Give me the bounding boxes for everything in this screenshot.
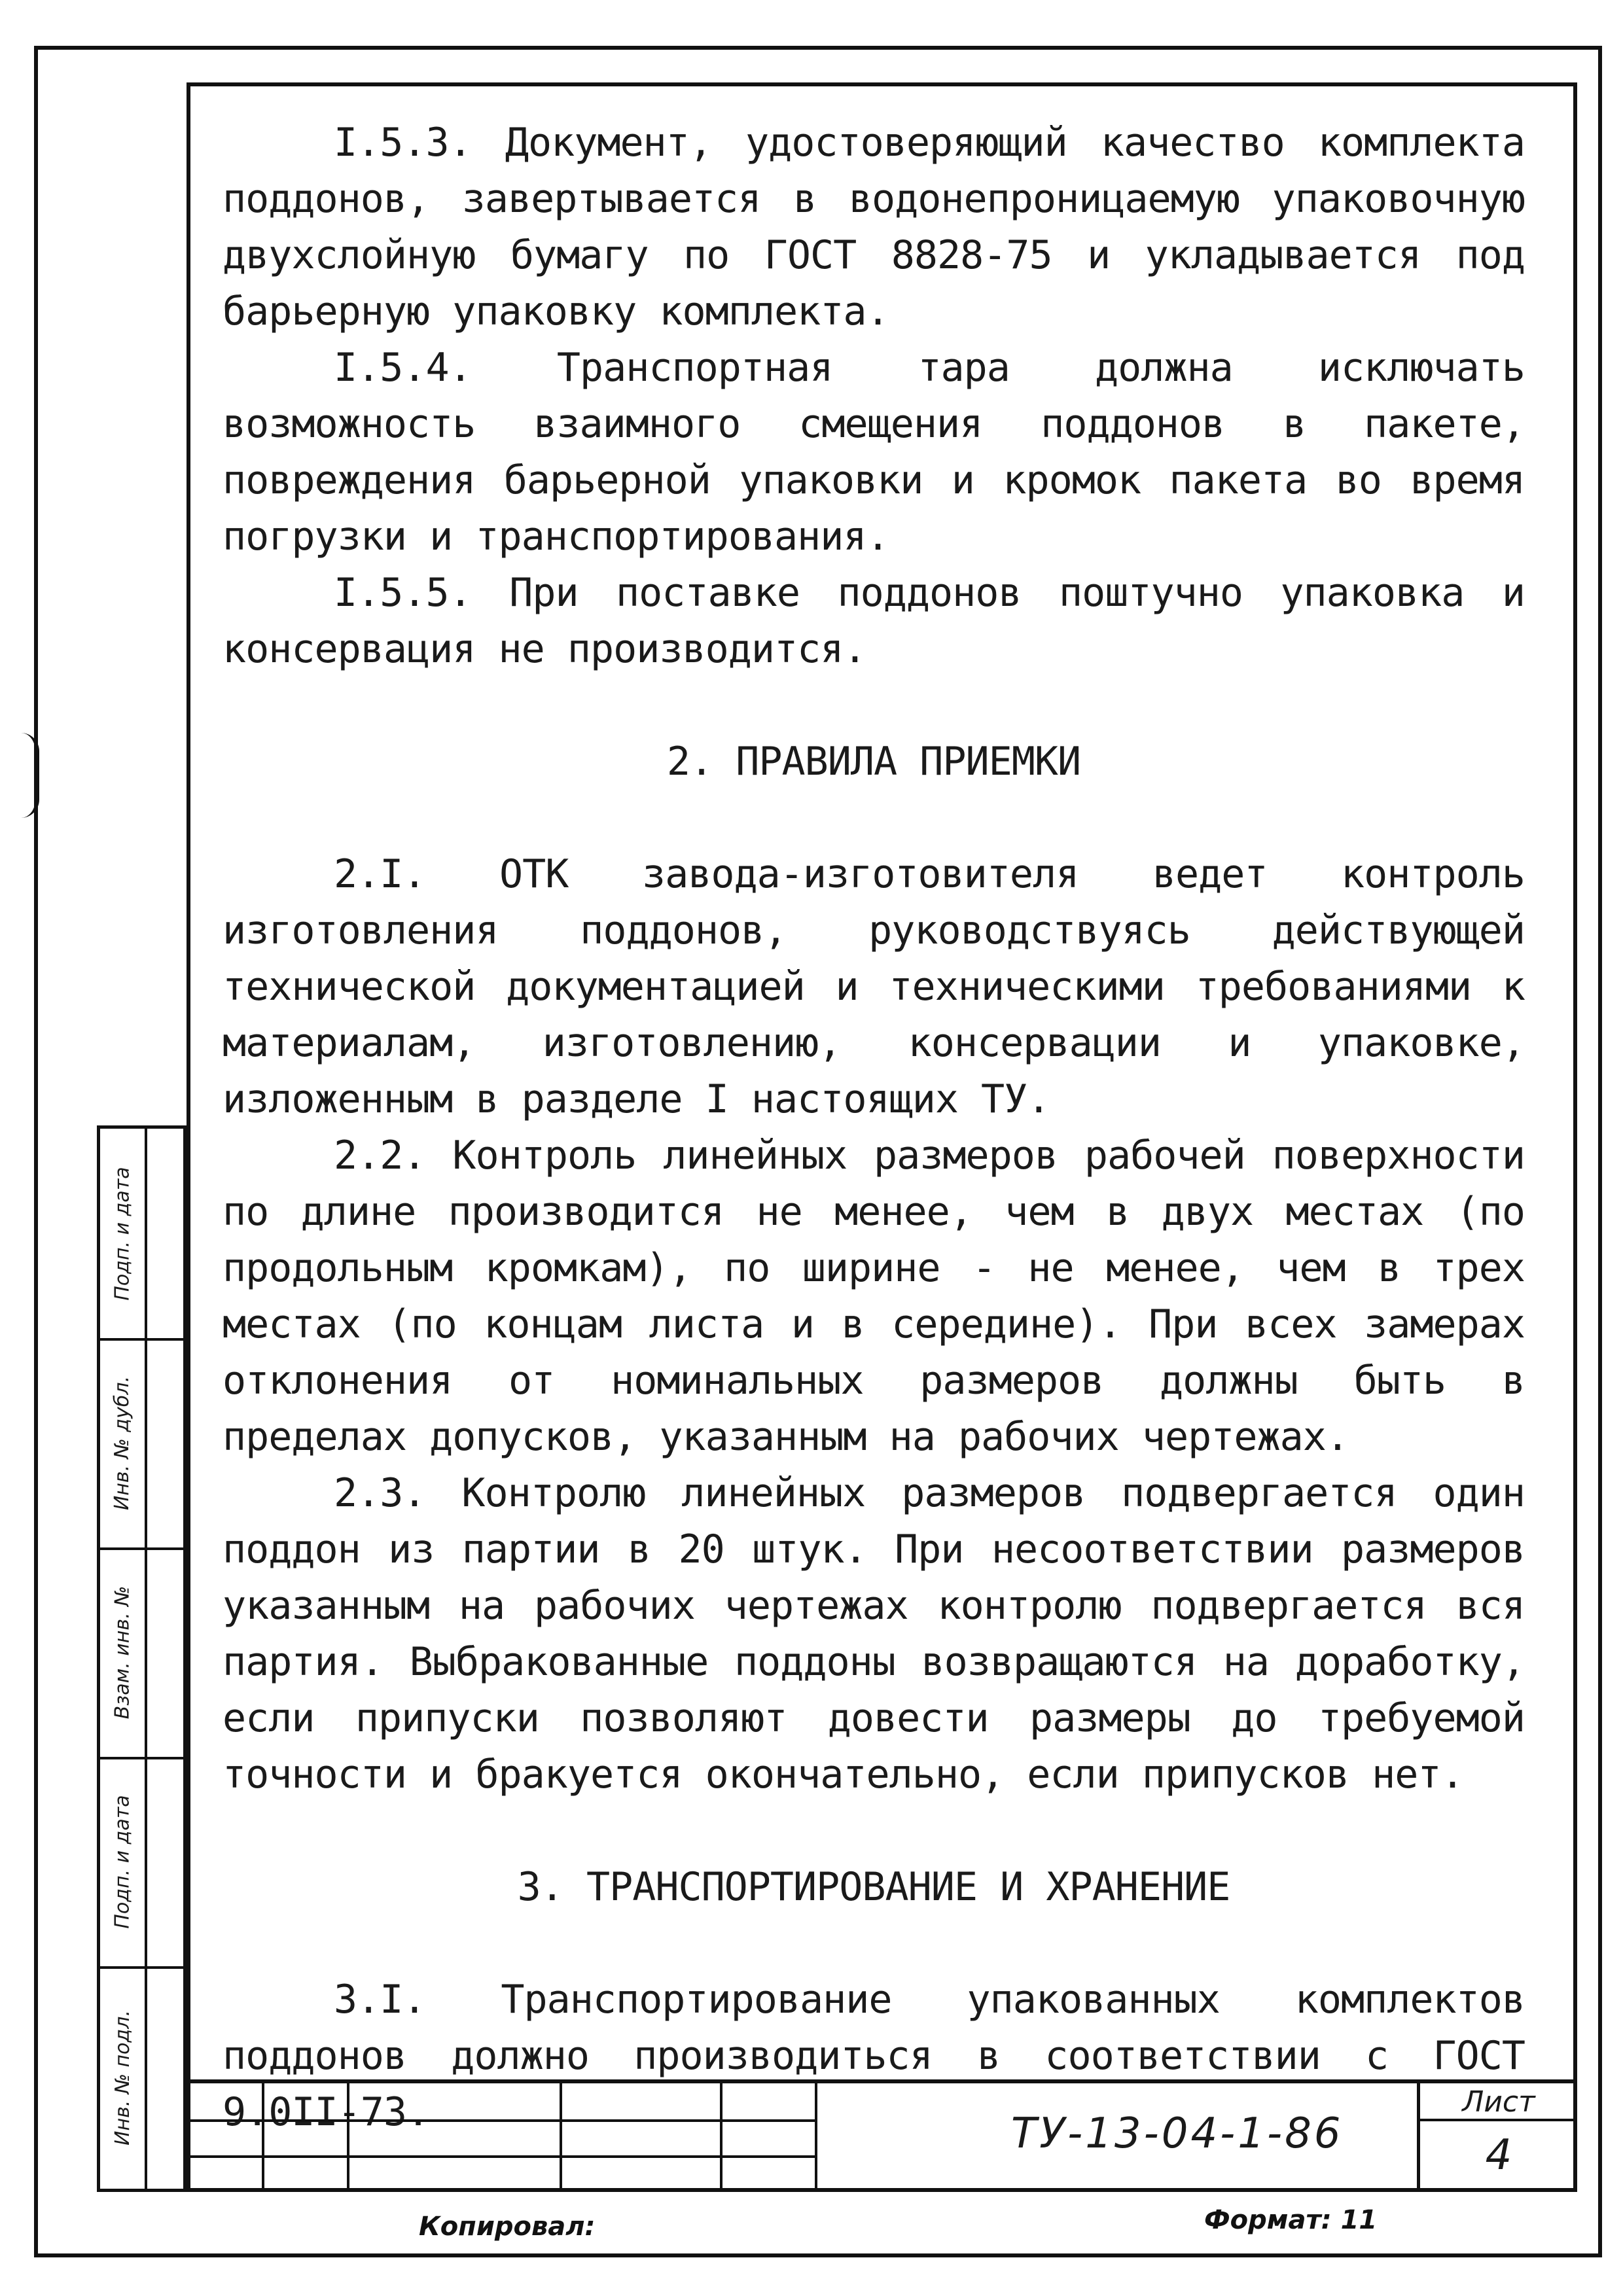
document-body xyxy=(223,115,1525,2140)
binding-mark xyxy=(21,733,39,818)
stamp-original-inventory: Инв. № подл. xyxy=(111,2009,134,2146)
paragraph-1-5-4: I.5.4. Транспортная тара должна исключать возможность взаимного смещения поддонов в пакете, повреждения барьерной упаковки и кромок пакета во время погрузки и транспортирования. xyxy=(223,345,1525,559)
sheet-number: 4 xyxy=(1485,2131,1512,2180)
section-2-heading: 2. ПРАВИЛА ПРИЕМКИ xyxy=(666,739,1081,785)
footer-copied: Копировал: xyxy=(419,2212,596,2242)
paragraph-2-1: 2.I. ОТК завода-изготовителя ведет контроль изготовления поддонов, руководствуясь действующей технической документацией и техническими требованиями к материалам, изготовлению, консервации и упаковке, изложенным в разделе I настоящих ТУ. xyxy=(223,851,1525,1122)
paragraph-2-3: 2.3. Контролю линейных размеров подвергается один поддон из партии в 20 штук. При несоответствии размеров указанным на рабочих чертежах контролю подвергается вся партия. Выбракованные поддоны возвращаются на доработку, если припуски позволяют довести размеры до требуемой точности и бракуется окончательно, если припусков нет. xyxy=(223,1470,1525,1797)
section-3-heading: 3. ТРАНСПОРТИРОВАНИЕ И ХРАНЕНИЕ xyxy=(517,1864,1230,1910)
footer-format: Формат: 11 xyxy=(1204,2205,1378,2235)
sheet-label: Лист xyxy=(1420,2083,1577,2121)
paragraph-1-5-3: I.5.3. Документ, удостоверяющий качество комплекта поддонов, завертывается в водонепроницаемую упаковочную двухслойную бумагу по ГОСТ 8828-75 и укладывается под барьерную упаковку комплекта. xyxy=(223,120,1525,334)
stamp-duplicate-inventory: Инв. № дубл. xyxy=(111,1375,134,1510)
paragraph-3-1: 3.I. Транспортирование упакованных комплектов поддонов должно производиться в соответствии с ГОСТ 9.0II-73. xyxy=(223,1977,1525,2135)
stamp-signature-date-1: Подп. и дата xyxy=(111,1166,134,1301)
title-block xyxy=(187,2079,1577,2192)
stamp-column xyxy=(97,1125,187,2192)
stamp-replacement-inventory: Взам. инв. № xyxy=(111,1585,134,1719)
document-number: ТУ-13-04-1-86 xyxy=(1011,2110,1344,2158)
stamp-signature-date-2: Подп. и дата xyxy=(111,1794,134,1929)
sheet-box xyxy=(1417,2083,1577,2192)
paragraph-1-5-5: I.5.5. При поставке поддонов поштучно упаковка и консервация не производится. xyxy=(223,570,1525,672)
paragraph-2-2: 2.2. Контроль линейных размеров рабочей поверхности по длине производится не менее, чем в двух местах (по продольным кромкам), по ширине - не менее, чем в трех местах (по концам листа и в середине). При всех замерах отклонения от номинальных размеров должны быть в пределах допусков, указанным на рабочих чертежах. xyxy=(223,1133,1525,1460)
